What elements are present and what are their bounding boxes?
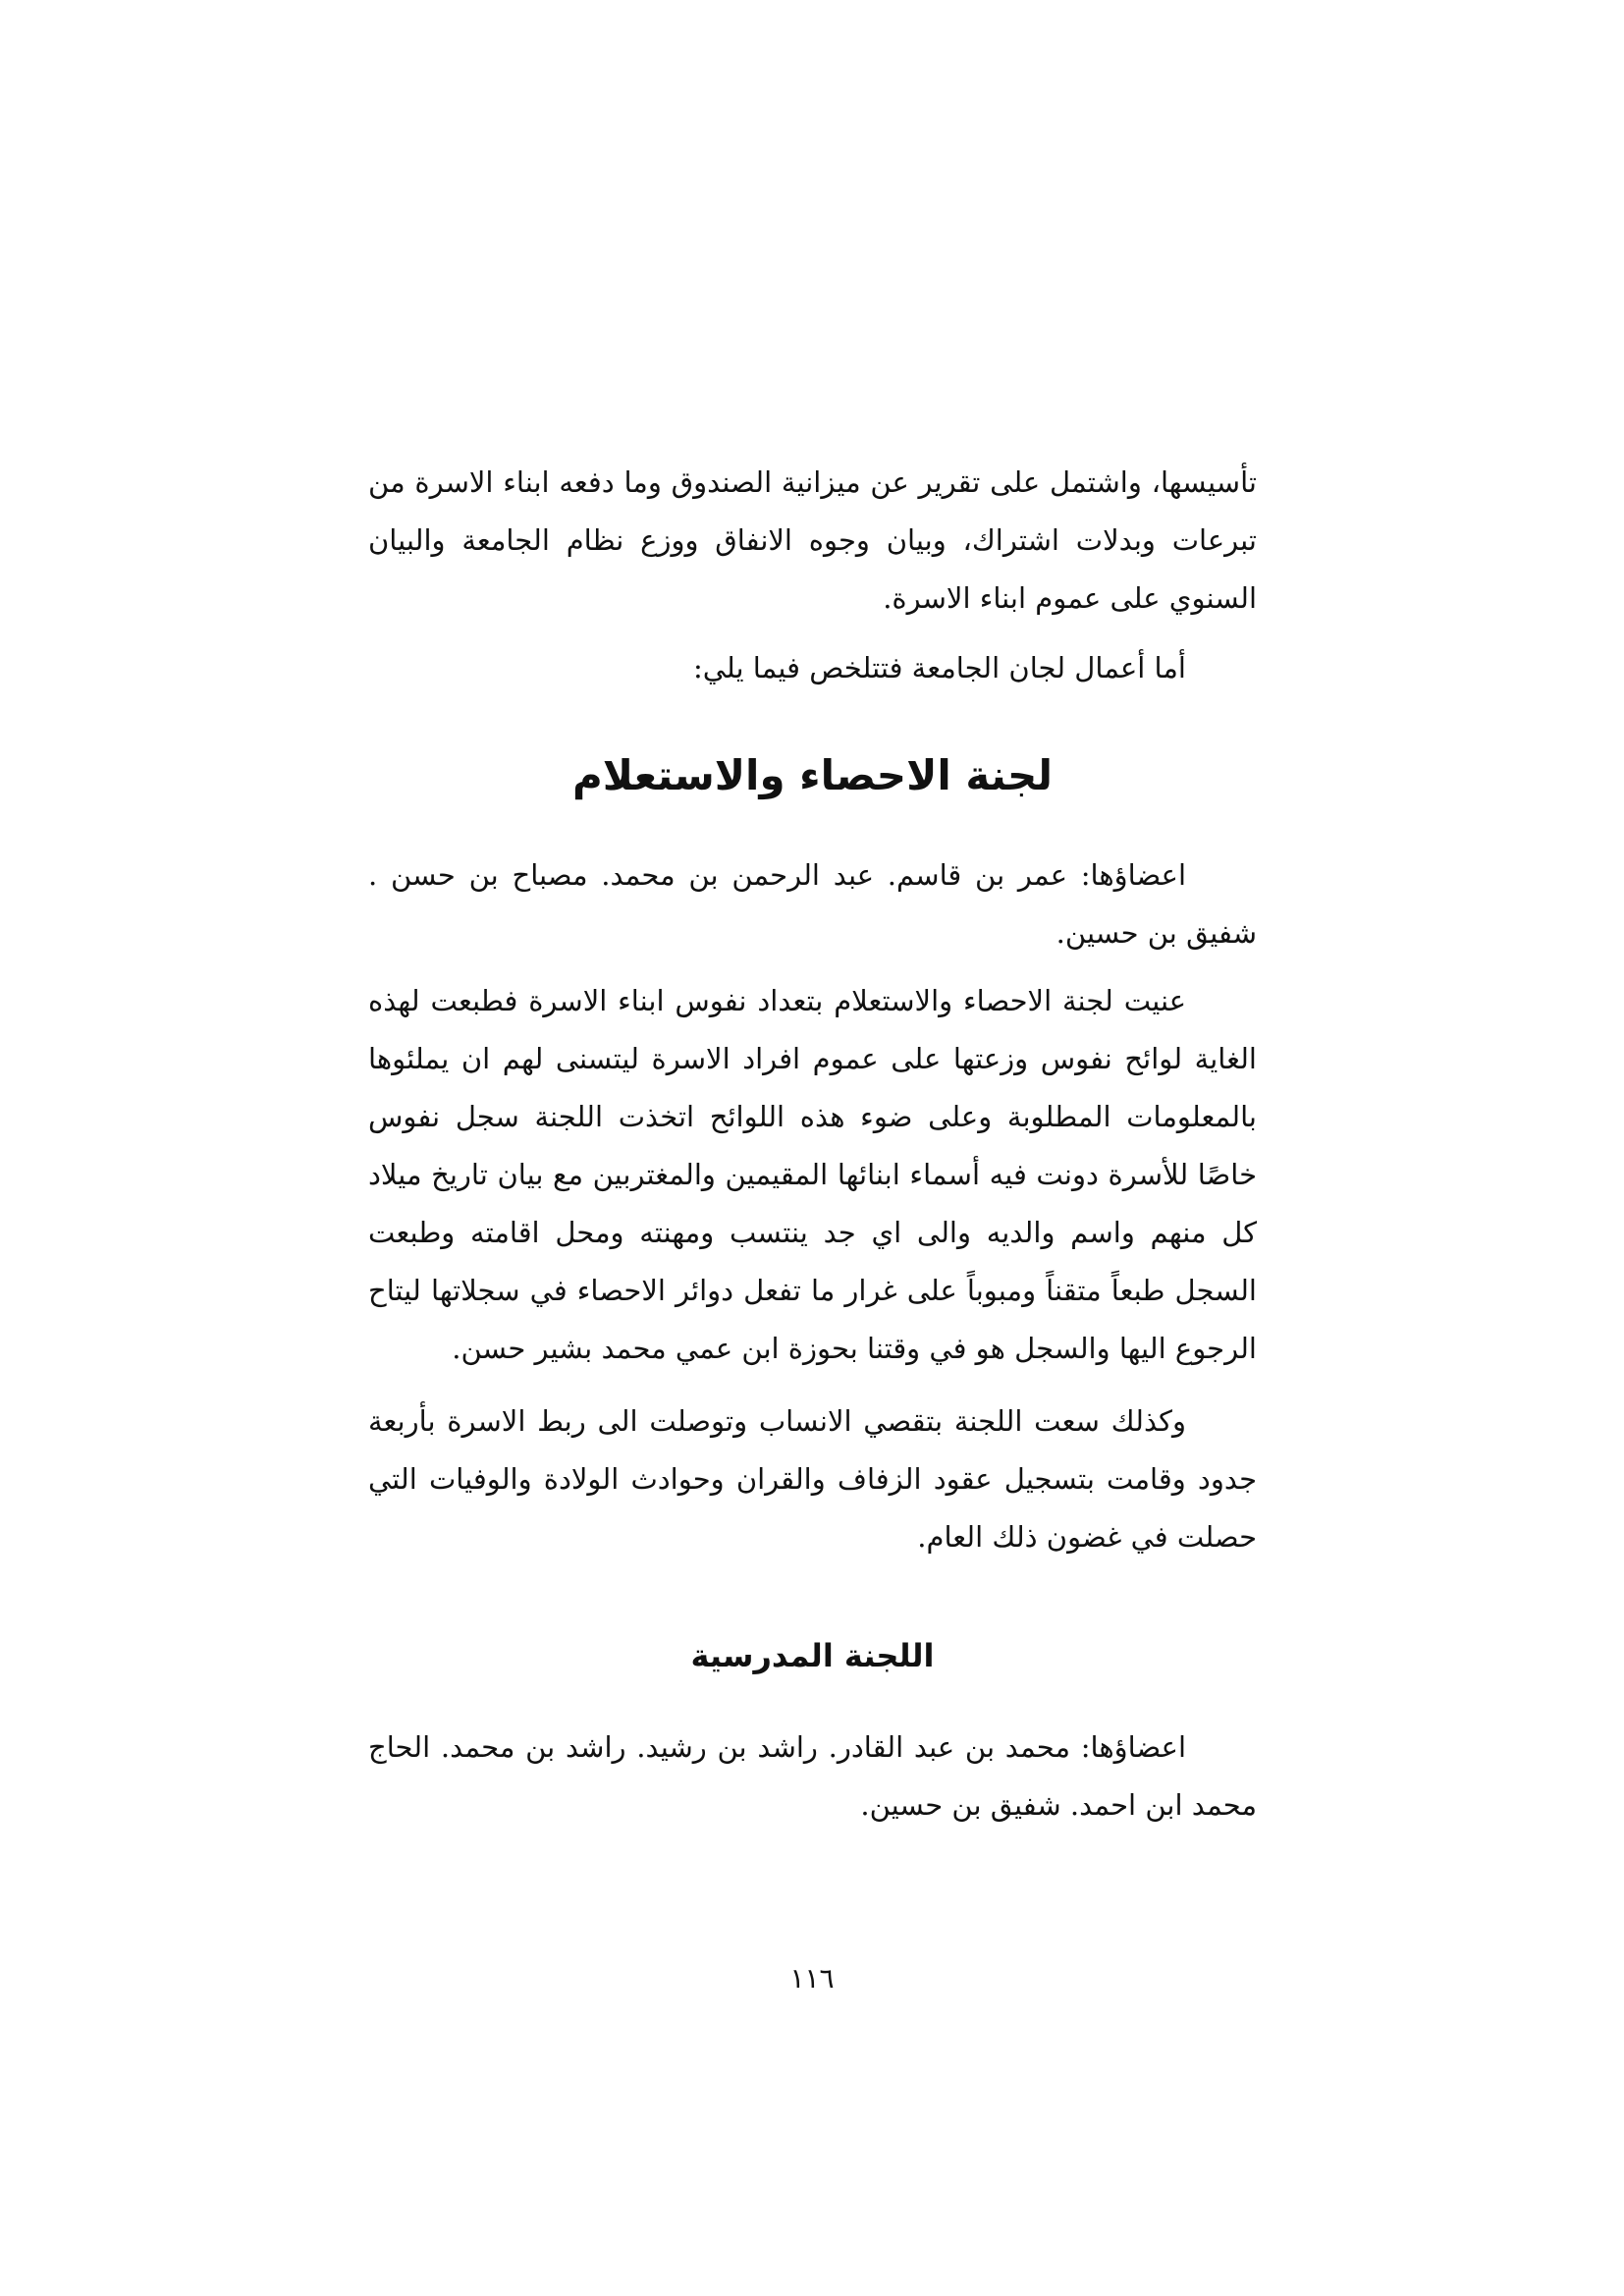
statistics-committee-paragraph-2: وكذلك سعت اللجنة بتقصي الانساب وتوصلت الى ربط الاسرة بأربعة جدود وقامت بتسجيل عقود الزفاف والقران وحوادث الولادة والوفيات التي حصلت في غضون ذلك العام. [368, 1404, 1257, 1554]
statistics-committee-members: اعضاؤها: عمر بن قاسم. عبد الرحمن بن محمد. مصباح بن حسن . شفيق بن حسين. [368, 858, 1257, 950]
committees-intro-paragraph: أما أعمال لجان الجامعة فتتلخص فيما يلي: [692, 651, 1186, 684]
section-heading-school-committee: اللجنة المدرسية [690, 1637, 935, 1674]
school-committee-members: اعضاؤها: محمد بن عبد القادر. راشد بن رشيد. راشد بن محمد. الحاج محمد ابن احمد. شفيق بن حسين. [368, 1730, 1257, 1822]
section-heading-statistics-committee: لجنة الاحصاء والاستعلام [571, 751, 1054, 799]
statistics-committee-paragraph-1: عنيت لجنة الاحصاء والاستعلام بتعداد نفوس ابناء الاسرة فطبعت لهذه الغاية لوائح نفوس وزعتها على عموم افراد الاسرة ليتسنى لهم ان يملئوها بالمعلومات المطلوبة وعلى ضوء هذه اللوائح اتخذت اللجنة سجل نفوس خاصًا للأسرة دونت فيه أسماء ابنائها المقيمين والمغتربين مع بيان تاريخ ميلاد كل منهم واسم والديه والى اي جد ينتسب ومهنته ومحل اقامته وطبعت السجل طبعاً متقناً ومبوباً على غرار ما تفعل دوائر الاحصاء في سجلاتها ليتاح الرجوع اليها والسجل هو في وقتنا بحوزة ابن عمي محمد بشير حسن. [368, 984, 1257, 1365]
page-number: ١١٦ [789, 1962, 835, 1995]
intro-paragraph: تأسيسها، واشتمل على تقرير عن ميزانية الصندوق وما دفعه ابناء الاسرة من تبرعات وبدلات اشتراك، وبيان وجوه الانفاق ووزع نظام الجامعة والبيان السنوي على عموم ابناء الاسرة. [368, 465, 1257, 615]
